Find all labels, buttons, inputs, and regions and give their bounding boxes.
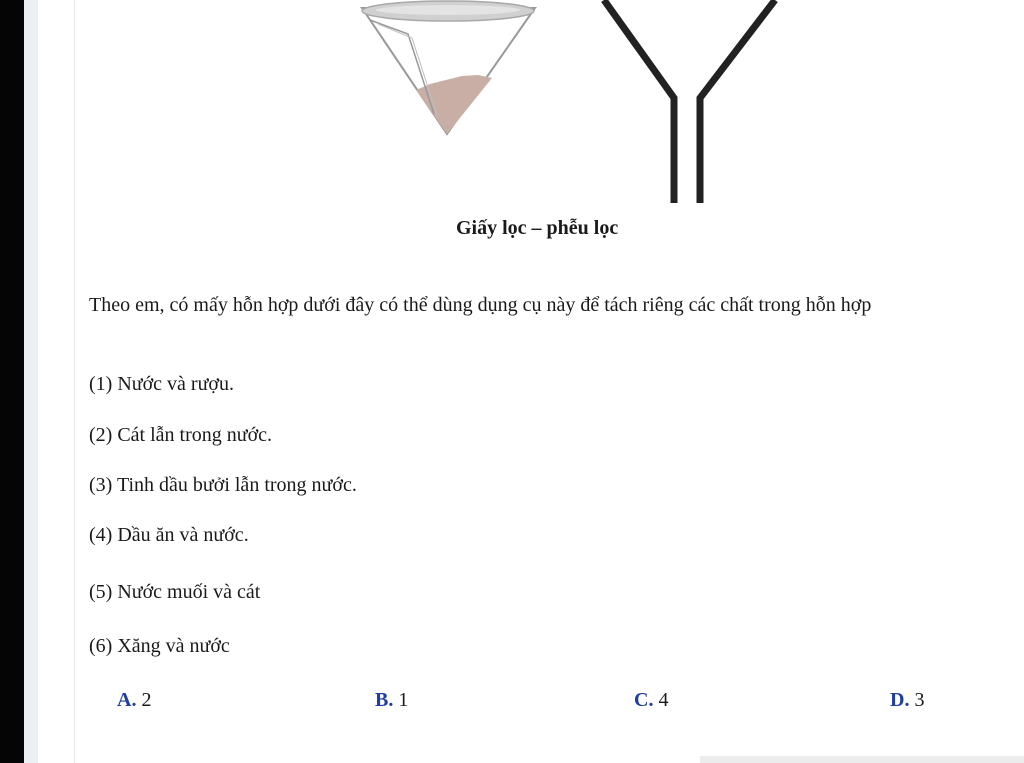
- answer-b-value: 1: [398, 689, 409, 711]
- filter-paper-cone-icon: [362, 1, 535, 134]
- question-text: Theo em, có mấy hỗn hợp dưới đây có thể dùng dụng cụ này để tách riêng các chất trong hỗn hợp: [89, 294, 872, 316]
- funnel-icon: [604, 0, 775, 203]
- option-6: (6) Xăng và nước: [89, 635, 230, 657]
- answer-a-letter: A.: [117, 689, 137, 711]
- option-2: (2) Cát lẫn trong nước.: [89, 424, 273, 446]
- bottom-scroll-strip: [700, 756, 1024, 763]
- answer-c-value: 4: [658, 689, 669, 711]
- left-gutter: [24, 0, 38, 763]
- option-5: (5) Nước muối và cát: [89, 581, 261, 603]
- lab-figure: [350, 0, 790, 215]
- answer-b[interactable]: [375, 689, 408, 712]
- option-4: (4) Dầu ăn và nước.: [89, 524, 249, 546]
- option-3: (3) Tinh dầu bưởi lẫn trong nước.: [89, 474, 357, 496]
- option-1: (1) Nước và rượu.: [89, 373, 235, 395]
- answer-b-letter: B.: [375, 689, 394, 711]
- answer-d-letter: D.: [890, 689, 910, 711]
- answer-c[interactable]: [634, 689, 668, 712]
- answer-c-letter: C.: [634, 689, 654, 711]
- answer-d[interactable]: [890, 689, 924, 712]
- left-edge-bar: [0, 0, 24, 763]
- answer-d-value: 3: [914, 689, 925, 711]
- content-border: [74, 0, 75, 763]
- figure-caption: Giấy lọc – phễu lọc: [456, 217, 619, 239]
- answer-a[interactable]: [117, 689, 151, 712]
- answer-a-value: 2: [141, 689, 152, 711]
